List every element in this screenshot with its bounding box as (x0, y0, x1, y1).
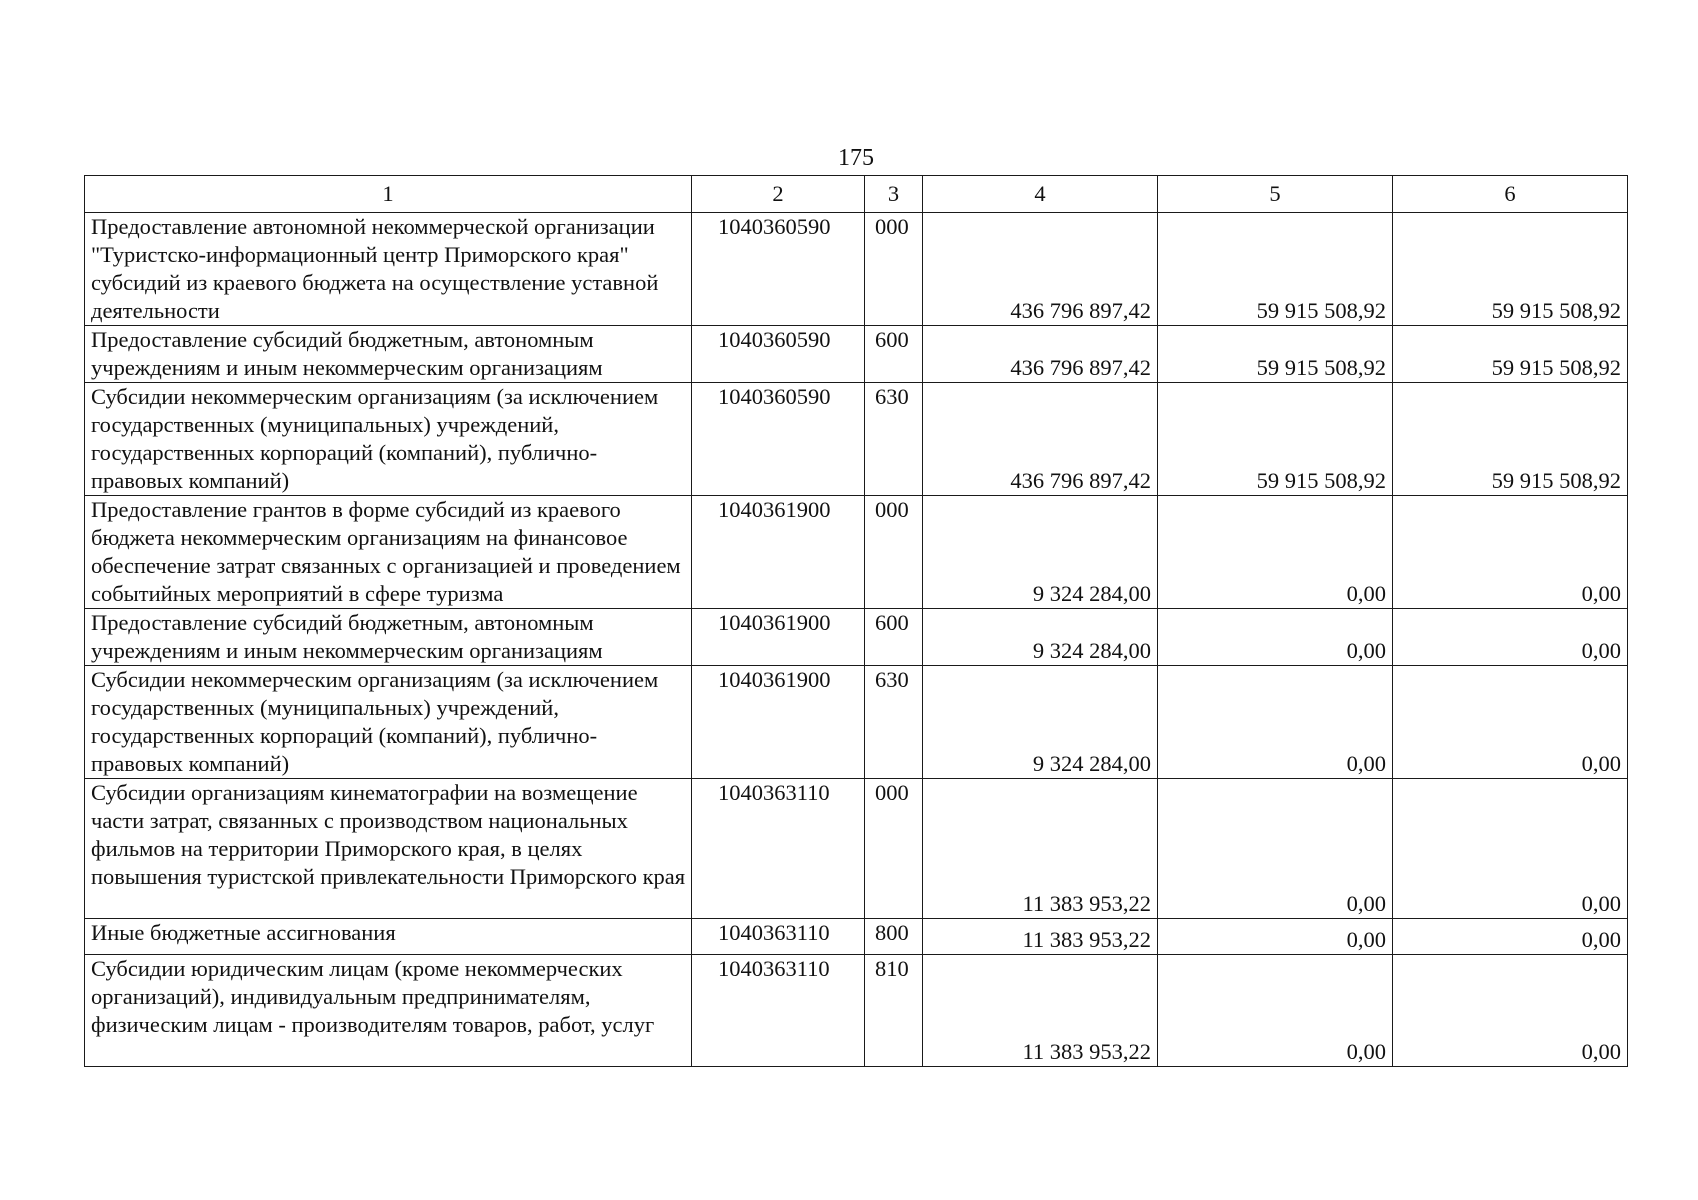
row-amount-col6: 59 915 508,92 (1393, 213, 1628, 326)
row-name: Предоставление субсидий бюджетным, автономным учреждениям и иным некоммерческим организациям (85, 326, 692, 383)
column-header-4: 4 (923, 176, 1158, 213)
table-row (85, 496, 1628, 609)
column-header-1: 1 (85, 176, 692, 213)
row-amount-col4: 11 383 953,22 (923, 919, 1158, 955)
budget-table (84, 175, 1628, 1067)
row-amount-col5: 0,00 (1158, 919, 1393, 955)
row-expense-type-code: 810 (865, 955, 923, 1067)
row-target-article-code: 1040360590 (692, 326, 865, 383)
row-amount-col5: 0,00 (1158, 779, 1393, 919)
row-expense-type-code: 600 (865, 609, 923, 666)
table-row (85, 383, 1628, 496)
column-header-6: 6 (1393, 176, 1628, 213)
row-amount-col4: 11 383 953,22 (923, 779, 1158, 919)
row-amount-col5: 59 915 508,92 (1158, 326, 1393, 383)
row-expense-type-code: 000 (865, 496, 923, 609)
row-amount-col5: 0,00 (1158, 666, 1393, 779)
row-target-article-code: 1040361900 (692, 666, 865, 779)
row-expense-type-code: 600 (865, 326, 923, 383)
row-target-article-code: 1040360590 (692, 383, 865, 496)
column-header-5: 5 (1158, 176, 1393, 213)
table-row (85, 779, 1628, 919)
table-row (85, 213, 1628, 326)
row-amount-col6: 59 915 508,92 (1393, 326, 1628, 383)
table-row (85, 666, 1628, 779)
column-header-3: 3 (865, 176, 923, 213)
row-expense-type-code: 000 (865, 779, 923, 919)
row-expense-type-code: 800 (865, 919, 923, 955)
row-amount-col6: 0,00 (1393, 496, 1628, 609)
row-amount-col5: 59 915 508,92 (1158, 383, 1393, 496)
table-header-row (85, 176, 1628, 213)
row-target-article-code: 1040361900 (692, 609, 865, 666)
row-target-article-code: 1040363110 (692, 779, 865, 919)
row-amount-col5: 0,00 (1158, 609, 1393, 666)
row-name: Предоставление автономной некоммерческой организации "Туристско-информационный центр Приморского края" субсидий из краевого бюджета на осуществление уставной деятельности (85, 213, 692, 326)
row-name: Предоставление грантов в форме субсидий из краевого бюджета некоммерческим организациям на финансовое обеспечение затрат связанных с организацией и проведением событийных мероприятий в сфере туризма (85, 496, 692, 609)
row-amount-col6: 0,00 (1393, 666, 1628, 779)
row-name: Иные бюджетные ассигнования (85, 919, 692, 955)
row-amount-col4: 9 324 284,00 (923, 496, 1158, 609)
table-row (85, 609, 1628, 666)
row-amount-col4: 11 383 953,22 (923, 955, 1158, 1067)
row-amount-col5: 0,00 (1158, 955, 1393, 1067)
row-amount-col6: 59 915 508,92 (1393, 383, 1628, 496)
row-expense-type-code: 630 (865, 383, 923, 496)
row-name: Субсидии организациям кинематографии на возмещение части затрат, связанных с производством национальных фильмов на территории Приморского края, в целях повышения туристской привлекательности Приморского края (85, 779, 692, 919)
row-name: Предоставление субсидий бюджетным, автономным учреждениям и иным некоммерческим организациям (85, 609, 692, 666)
row-amount-col4: 436 796 897,42 (923, 213, 1158, 326)
row-amount-col5: 59 915 508,92 (1158, 213, 1393, 326)
row-target-article-code: 1040360590 (692, 213, 865, 326)
table-row (85, 955, 1628, 1067)
row-amount-col6: 0,00 (1393, 919, 1628, 955)
row-target-article-code: 1040363110 (692, 919, 865, 955)
row-expense-type-code: 000 (865, 213, 923, 326)
row-amount-col6: 0,00 (1393, 955, 1628, 1067)
table-row (85, 919, 1628, 955)
row-amount-col6: 0,00 (1393, 609, 1628, 666)
row-amount-col6: 0,00 (1393, 779, 1628, 919)
row-amount-col4: 436 796 897,42 (923, 326, 1158, 383)
row-amount-col5: 0,00 (1158, 496, 1393, 609)
row-target-article-code: 1040361900 (692, 496, 865, 609)
table-row (85, 326, 1628, 383)
page-number: 175 (838, 145, 874, 171)
row-amount-col4: 9 324 284,00 (923, 666, 1158, 779)
row-name: Субсидии некоммерческим организациям (за исключением государственных (муниципальных) учреждений, государственных корпораций (компаний), публично-правовых компаний) (85, 383, 692, 496)
row-target-article-code: 1040363110 (692, 955, 865, 1067)
row-expense-type-code: 630 (865, 666, 923, 779)
row-name: Субсидии некоммерческим организациям (за исключением государственных (муниципальных) учреждений, государственных корпораций (компаний), публично-правовых компаний) (85, 666, 692, 779)
row-amount-col4: 9 324 284,00 (923, 609, 1158, 666)
column-header-2: 2 (692, 176, 865, 213)
row-amount-col4: 436 796 897,42 (923, 383, 1158, 496)
row-name: Субсидии юридическим лицам (кроме некоммерческих организаций), индивидуальным предпринимателям, физическим лицам - производителям товаров, работ, услуг (85, 955, 692, 1067)
